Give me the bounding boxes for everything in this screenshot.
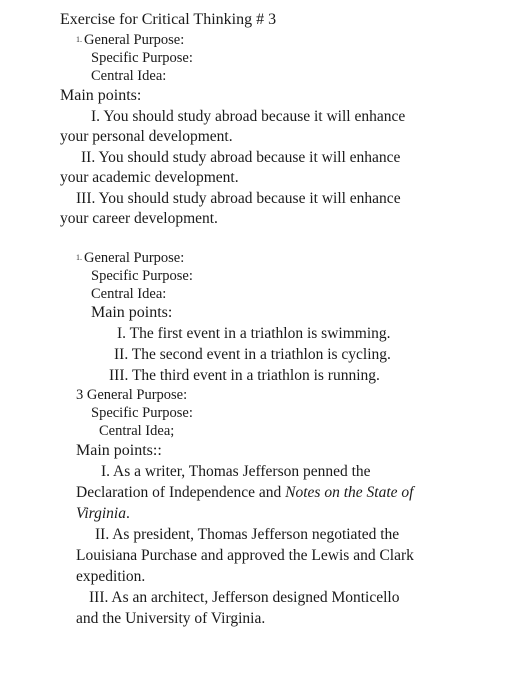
s1-number: 1.	[76, 35, 82, 44]
s3-specific-purpose: Specific Purpose:	[91, 405, 193, 421]
book-title-virginia: Virginia	[76, 505, 126, 522]
s1-point-3-line-1: III. You should study abroad because it will enhance	[76, 190, 401, 207]
s1-central-idea: Central Idea:	[91, 68, 167, 84]
s3-general-purpose: 3 General Purpose:	[76, 387, 188, 403]
s3-point-1-line-3: Virginia.	[76, 505, 130, 522]
s2-point-1: I. The first event in a triathlon is swimming.	[117, 325, 391, 342]
s3-main-points-label: Main points::	[76, 442, 162, 459]
s3-point-2-line-2: Louisiana Purchase and approved the Lewis and Clark	[76, 547, 414, 564]
s2-number: 1.	[76, 253, 82, 262]
s3-central-idea: Central Idea;	[99, 423, 175, 439]
s1-general-purpose: 1. General Purpose:	[76, 32, 185, 48]
s2-main-points-label: Main points:	[91, 304, 173, 321]
s1-point-1-line-1: I. You should study abroad because it will enhance	[91, 108, 406, 125]
s2-point-3: III. The third event in a triathlon is running.	[109, 367, 380, 384]
s1-main-points-label: Main points:	[60, 87, 142, 104]
page-title: Exercise for Critical Thinking # 3	[60, 11, 277, 28]
book-title-notes: Notes on the State of	[285, 484, 414, 501]
s2-central-idea: Central Idea:	[91, 286, 167, 302]
s1-point-2-line-1: II. You should study abroad because it will enhance	[81, 149, 401, 166]
s2-point-2: II. The second event in a triathlon is cycling.	[114, 346, 391, 363]
s3-point-1-line-1: I. As a writer, Thomas Jefferson penned the	[101, 463, 371, 480]
s1-point-1-line-2: your personal development.	[60, 128, 233, 145]
s2-specific-purpose: Specific Purpose:	[91, 268, 193, 284]
s3-point-3-line-2: and the University of Virginia.	[76, 610, 266, 627]
s3-point-3-line-1: III. As an architect, Jefferson designed Monticello	[89, 589, 400, 606]
s1-point-2-line-2: your academic development.	[60, 169, 239, 186]
s3-point-2-line-1: II. As president, Thomas Jefferson negotiated the	[95, 526, 400, 543]
s3-point-2-line-3: expedition.	[76, 568, 146, 585]
s1-point-3-line-2: your career development.	[60, 210, 218, 227]
s3-point-1-line-2: Declaration of Independence and Notes on the State of	[76, 484, 414, 501]
s2-general-purpose: 1. General Purpose:	[76, 250, 185, 266]
s1-specific-purpose: Specific Purpose:	[91, 50, 193, 66]
